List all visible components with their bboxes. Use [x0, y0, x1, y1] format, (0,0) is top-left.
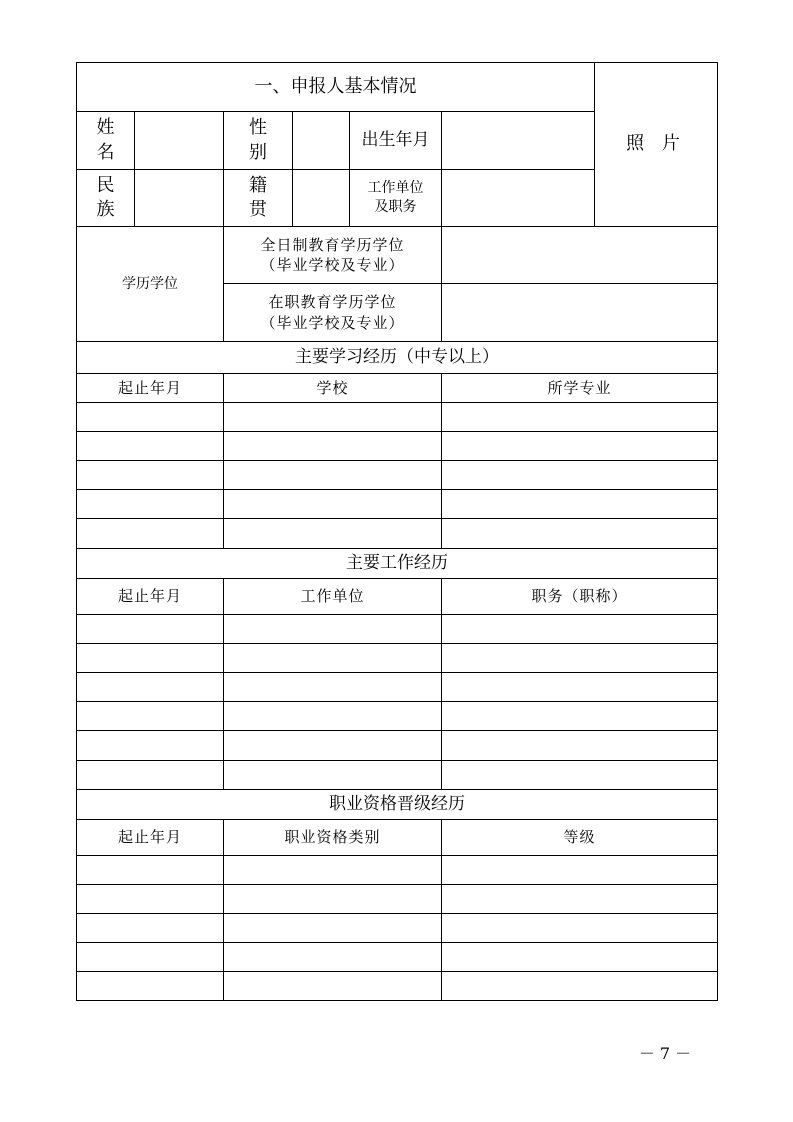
table-line [76, 614, 718, 615]
ethnicity-label-line: 族 [96, 199, 115, 220]
work-header-unit: 工作单位 [300, 587, 365, 606]
table-line [76, 942, 718, 943]
inservice-education-field[interactable] [442, 284, 717, 341]
qualification-header-level: 等级 [563, 828, 596, 847]
fulltime-education-line: 全日制教育学历学位 [260, 235, 405, 254]
table-line [76, 643, 718, 644]
table-line [76, 402, 718, 403]
fulltime-education-line: （毕业学校及专业） [260, 256, 405, 274]
inservice-education-label [224, 284, 441, 341]
native-place-label-line: 贯 [249, 199, 267, 220]
table-line [76, 672, 718, 673]
work-unit-label-line: 及职务 [374, 199, 417, 215]
photo-label: 照 片 [626, 133, 686, 155]
table-line [76, 518, 718, 519]
work-history-title: 主要工作经历 [346, 553, 448, 574]
table-line [76, 431, 718, 432]
ethnicity-label-line: 民 [96, 174, 115, 196]
table-line [76, 855, 718, 856]
gender-label-line: 别 [249, 141, 267, 163]
qualification-history-title: 职业资格晋级经历 [329, 794, 465, 815]
inservice-education-line: 在职教育学历学位 [268, 293, 397, 312]
name-label-line: 姓 [96, 117, 115, 139]
section-title: 一、申报人基本情况 [254, 75, 417, 97]
table-line [76, 760, 718, 761]
qualification-header-category: 职业资格类别 [284, 828, 381, 847]
study-history-title: 主要学习经历（中专以上） [295, 347, 499, 368]
gender-label-line: 性 [249, 117, 267, 139]
native-place-label [224, 170, 292, 226]
table-line [717, 62, 718, 1001]
study-header-school: 学校 [316, 378, 349, 397]
table-line [76, 730, 718, 731]
work-header-period: 起止年月 [117, 587, 182, 606]
work-unit-label-line: 工作单位 [367, 180, 424, 197]
gender-label [224, 112, 292, 169]
work-unit-label [350, 170, 441, 226]
birth-date-field[interactable] [442, 112, 594, 169]
native-place-field[interactable] [293, 170, 349, 226]
qualification-header-period: 起止年月 [117, 828, 182, 847]
birth-date-label: 出生年月 [361, 130, 430, 151]
education-label: 学历学位 [122, 275, 178, 292]
gender-field[interactable] [293, 112, 349, 169]
table-line [76, 1000, 718, 1001]
name-label-line: 名 [96, 141, 115, 163]
fulltime-education-field[interactable] [442, 227, 717, 283]
fulltime-education-label [224, 227, 441, 283]
study-header-major: 所学专业 [547, 378, 612, 397]
ethnicity-label [77, 170, 134, 226]
table-line [76, 884, 718, 885]
work-unit-field[interactable] [442, 170, 594, 226]
name-field[interactable] [135, 112, 223, 169]
study-header-period: 起止年月 [117, 378, 182, 397]
table-line [76, 913, 718, 914]
inservice-education-line: （毕业学校及专业） [260, 313, 405, 332]
page-number: － 7 － [638, 1043, 692, 1063]
table-line [76, 489, 718, 490]
ethnicity-field[interactable] [135, 170, 223, 226]
table-line [76, 460, 718, 461]
native-place-label-line: 籍 [249, 174, 267, 196]
table-line [76, 971, 718, 972]
name-label [77, 112, 134, 169]
table-line [76, 701, 718, 702]
work-header-position: 职务（职称） [531, 587, 628, 606]
